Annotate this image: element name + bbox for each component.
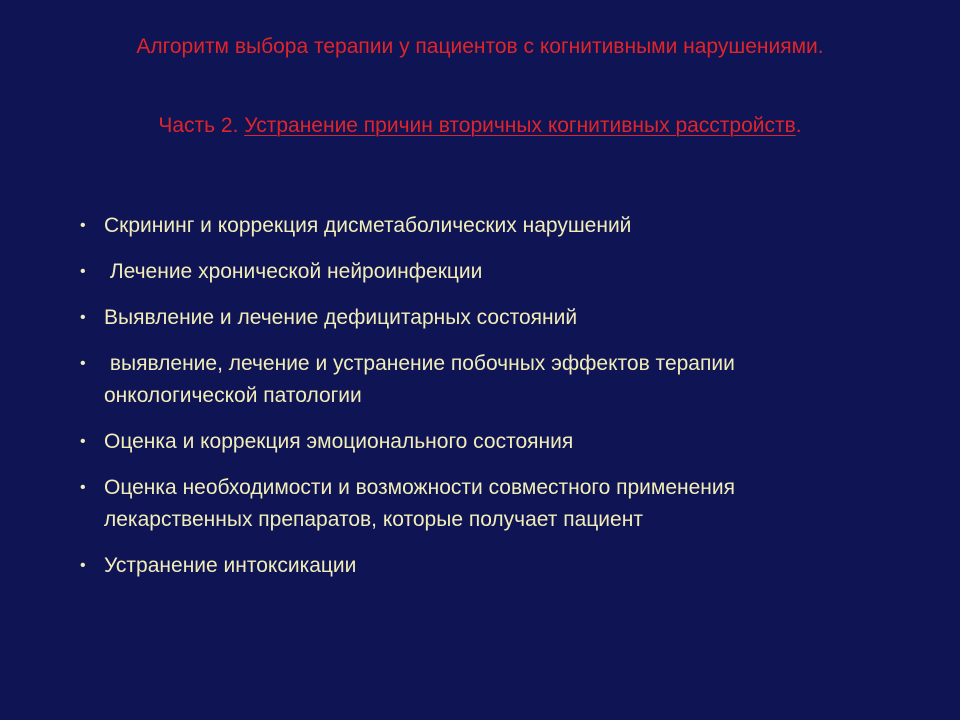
- bullet-icon: •: [80, 263, 86, 280]
- bullet-list: [80, 210, 880, 596]
- slide-title-text: Алгоритм выбора терапии у пациентов с когнитивными нарушениями.: [136, 35, 824, 58]
- subtitle-prefix: Часть 2.: [158, 114, 245, 137]
- bullet-icon: •: [80, 355, 86, 372]
- slide-title: [60, 33, 900, 61]
- bullet-item: [80, 426, 880, 458]
- bullet-item: [80, 210, 880, 242]
- bullet-text: Оценка необходимости и возможности совместного применения лекарственных препаратов, которые получает пациент: [104, 476, 741, 531]
- bullet-text: Скрининг и коррекция дисметаболических нарушений: [104, 214, 632, 237]
- bullet-item: [80, 302, 880, 334]
- bullet-item: [80, 472, 880, 536]
- subtitle-underlined-text: Устранение причин вторичных когнитивных расстройств: [244, 114, 796, 137]
- bullet-text: выявление, лечение и устранение побочных эффектов терапии онкологической патологии: [104, 352, 741, 407]
- bullet-text: Устранение интоксикации: [104, 554, 357, 577]
- subtitle-suffix: .: [795, 114, 802, 137]
- bullet-icon: •: [80, 479, 86, 496]
- bullet-item: [80, 550, 880, 582]
- bullet-text: Лечение хронической нейроинфекции: [104, 260, 483, 283]
- bullet-text: Выявление и лечение дефицитарных состояний: [104, 306, 578, 329]
- bullet-item: [80, 348, 880, 412]
- bullet-icon: •: [80, 217, 86, 234]
- slide-subtitle: [40, 112, 920, 140]
- bullet-icon: •: [80, 309, 86, 326]
- bullet-icon: •: [80, 557, 86, 574]
- bullet-item: [80, 256, 880, 288]
- bullet-text: Оценка и коррекция эмоционального состояния: [104, 430, 574, 453]
- bullet-icon: •: [80, 433, 86, 450]
